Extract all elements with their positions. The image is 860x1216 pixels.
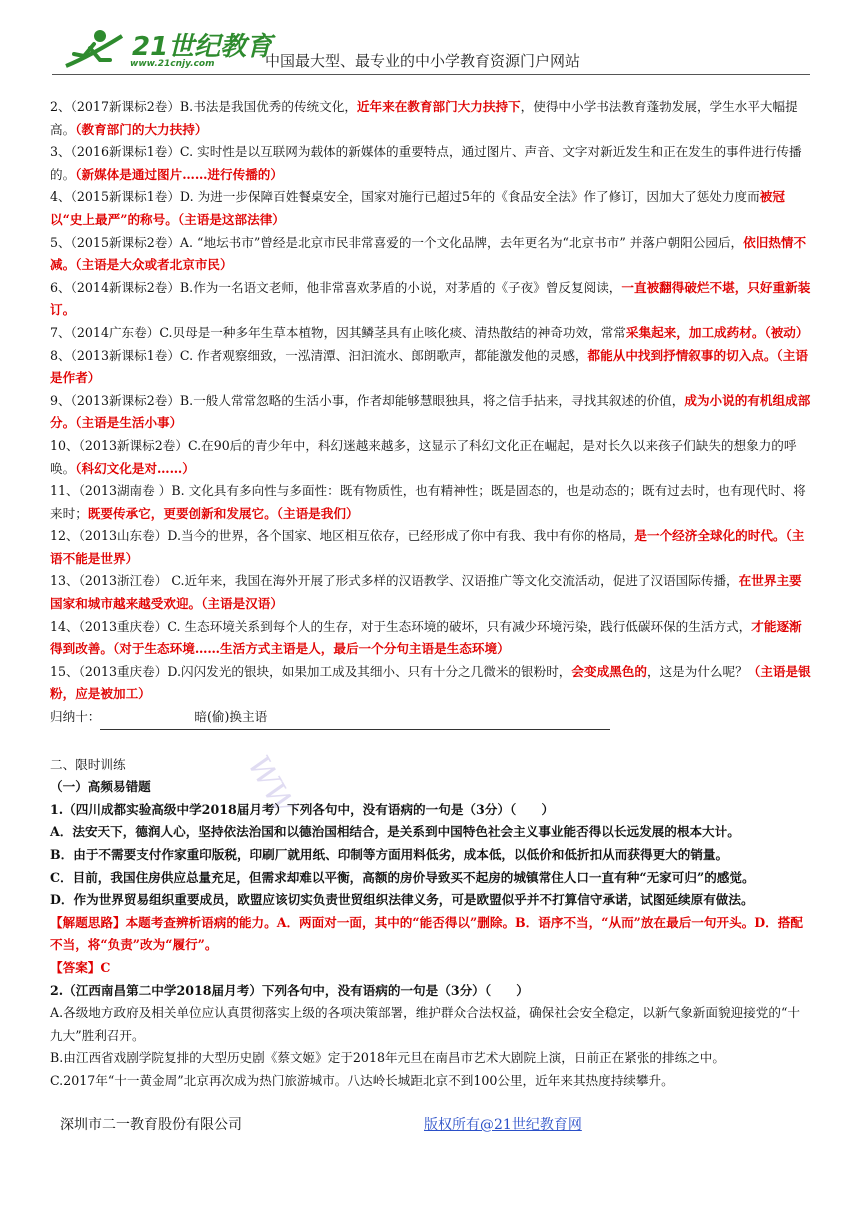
example-item: 13、（2013浙江卷） C.近年来，我国在海外开展了形式多样的汉语教学、汉语推广等文化交流活动，促进了汉语国际传播，在世界主要国家和城市越来越受欢迎。（主语是汉语） [50,573,802,612]
watermark: WW [240,750,302,821]
summary-value: 暗(偷)换主语 [194,709,268,725]
example-item: 10、（2013新课标2卷）C.在90后的青少年中，科幻迷越来越多，这显示了科幻文化正在崛起，是对长久以来孩子们缺失的想象力的呼唤。（科幻文化是对……） [50,437,797,476]
example-item: 6、（2014新课标2卷）B.作为一名语文老师，他非常喜欢茅盾的小说，对茅盾的《子夜》曾反复阅读，一直被翻得破烂不堪，只好重新装订。 [50,279,811,318]
q2-option-b: B.由江西省戏剧学院复排的大型历史剧《蔡文姬》定于2018年元旦在南昌市艺术大剧院上演，日前正在紧张的排练之中。 [50,1050,725,1066]
summary-line [50,706,812,730]
summary-label: 归纳十： [50,709,101,725]
q1-option-a: A．法安天下，德润人心，坚持依法治国和以德治国相结合，是关系到中国特色社会主义事业能否得以长远发展的根本大计。 [50,824,740,840]
example-item: 8、（2013新课标1卷）C. 作者观察细致，一泓清潭、汩汩流水、郎朗歌声，都能激发他的灵感，都能从中找到抒情叙事的切入点。（主语是作者） [50,347,808,386]
example-item: 12、（2013山东卷）D.当今的世界，各个国家、地区相互依存，已经形成了你中有我、我中有你的格局，是一个经济全球化的时代。（主语不能是世界） [50,528,805,566]
example-item: 5、（2015新课标2卷）A. “地坛书市”曾经是北京市民非常喜爱的一个文化品牌，去年更名为“北京书市” 并落户朝阳公园后，依旧热情不减。（主语是大众或者北京市民） [50,234,807,273]
footer-copyright-link[interactable]: 版权所有@21世纪教育网 [424,1117,582,1133]
runner-logo-icon [60,26,130,74]
footer-company: 深圳市二一教育股份有限公司 [60,1117,242,1133]
example-item: 7、（2014广东卷）C.贝母是一种多年生草本植物，因其鳞茎具有止咳化痰、清热散结的神奇功效，常常采集起来，加工成药材。（被动） [50,324,809,340]
example-item: 15、（2013重庆卷）D.闪闪发光的银块，如果加工成及其细小、只有十分之几微米的银粉时，会变成黑色的，这是为什么呢？（主语是银粉，应是被加工） [50,663,811,702]
q1-option-d: D．作为世界贸易组织重要成员，欧盟应该切实负责世贸组织法律义务，可是欧盟似乎并不打算信守承诺，试图延续原有做法。 [50,892,754,908]
logo-url: www.21cnjy.com [130,59,215,69]
example-item: 9、（2013新课标2卷）B.一般人常常忽略的生活小事，作者却能够慧眼独具，将之信手拈来，寻找其叙述的价值，成为小说的有机组成部分。（主语是生活小事） [50,392,811,431]
q1-option-c: C．目前，我国住房供应总量充足，但需求却难以平衡，高额的房价导致买不起房的城镇常住人口一直有种“无家可归”的感觉。 [50,869,755,885]
site-slogan: 中国最大型、最专业的中小学教育资源门户网站 [265,52,581,70]
section-title: 二、限时训练 [50,756,126,772]
q2-option-c: C.2017年“十一黄金周”北京再次成为热门旅游城市。八达岭长城距北京不到100公里，近年来其热度持续攀升。 [50,1072,674,1088]
example-item: 14、（2013重庆卷）C. 生态环境关系到每个人的生存，对于生态环境的破坏，只有减少环境污染，践行低碳环保的生活方式，才能逐渐得到改善。（对于生态环境……生活方式主语是人，最后一个分句主语是生态环境） [50,618,802,657]
example-list [50,96,812,706]
example-item: 3、（2016新课标1卷）C. 实时性是以互联网为载体的新媒体的重要特点，通过图片、声音、文字对新近发生和正在发生的事件进行传播的。（新媒体是通过图片……进行传播的） [50,144,802,182]
sub-title: （一）高频易错题 [50,779,151,795]
q1-answer: 【答案】C [50,959,111,975]
logo-text: 21世纪教育 [132,32,273,62]
q1-analysis: 【解题思路】本题考查辨析语病的能力。A．两面对一面，其中的“能否得以”删除。B．语序不当，“从而”放在最后一句开头。D．搭配不当，将“负责”改为“履行”。 [50,914,803,953]
q2-option-a: A.各级地方政府及相关单位应认真贯彻落实上级的各项决策部署，维护群众合法权益，确保社会安全稳定，以新气象新面貌迎接党的“十九大”胜利召开。 [50,1005,800,1043]
question-1-stem: 1.（四川成都实验高级中学2018届月考）下列各句中，没有语病的一句是（3分）（ ） [50,801,555,817]
example-item: 4、（2015新课标1卷）D. 为进一步保障百姓餐桌安全，国家对施行已超过5年的《食品安全法》作了修订，因加大了惩处力度而被冠以“史上最严”的称号。（主语是这部法律） [50,189,785,227]
header-divider [52,74,810,75]
example-item: 11、（2013湖南卷 ）B. 文化具有多向性与多面性：既有物质性，也有精神性；既是固态的，也是动态的；既有过去时，也有现代时、将来时；既要传承它，更要创新和发展它。（主语是我们） [50,483,806,521]
question-2-stem: 2.（江西南昌第二中学2018届月考）下列各句中，没有语病的一句是（3分）（ ） [50,982,529,998]
example-item: 2、（2017新课标2卷）B.书法是我国优秀的传统文化，近年来在教育部门大力扶持下，使得中小学书法教育蓬勃发展，学生水平大幅提高。（教育部门的大力扶持） [50,99,798,137]
page-header [50,26,810,76]
document-body [50,96,812,1093]
q1-option-b: B．由于不需要支付作家重印版税，印刷厂就用纸、印制等方面用料低劣，成本低，以低价和低折扣从而获得更大的销量。 [50,847,729,862]
